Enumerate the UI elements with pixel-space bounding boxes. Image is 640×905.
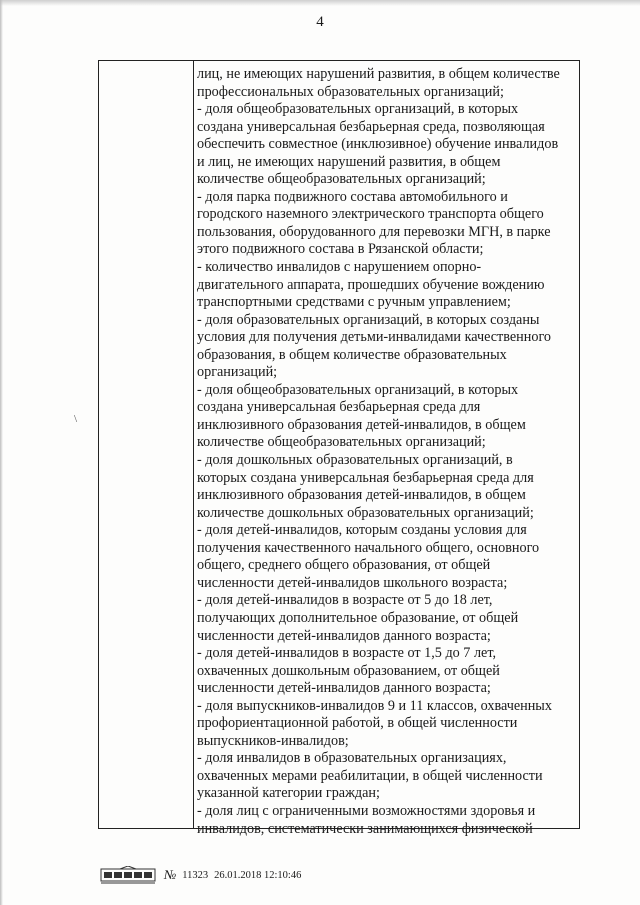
table-text-line: - доля общеобразовательных организаций, в которых	[197, 381, 519, 398]
table-text-line: и лиц, не имеющих нарушений развития, в общем	[197, 153, 501, 170]
table-text-line: лиц, не имеющих нарушений развития, в общем количестве	[197, 66, 560, 82]
table-text-line: получающих дополнительное образование, от общей	[197, 609, 519, 626]
table-text-line: городского наземного электрического транспорта общего	[197, 206, 544, 223]
table-text-line: этого подвижного состава в Рязанской области;	[197, 241, 484, 258]
table-text-line: количестве дошкольных образовательных организаций;	[197, 504, 534, 521]
table-text-line: численности детей-инвалидов школьного возраста;	[197, 574, 508, 591]
page-number: 4	[316, 14, 324, 30]
table-text-line: численности детей-инвалидов данного возраста;	[197, 680, 491, 697]
table-text-line: количестве общеобразовательных организаций;	[197, 171, 486, 188]
document-datetime: 26.01.2018 12:10:46	[214, 869, 302, 881]
table-text-line: - доля общеобразовательных организаций, в которых	[197, 101, 519, 118]
table-text-line: организаций;	[197, 364, 278, 381]
table-text-line: образования, в общем количестве образовательных	[197, 346, 507, 363]
content-table	[98, 60, 580, 837]
table-text-line: - доля дошкольных образовательных организаций, в	[197, 452, 513, 469]
table-text-line: численности детей-инвалидов данного возраста;	[197, 627, 491, 644]
table-text-line: количестве общеобразовательных организаций;	[197, 434, 486, 451]
table-text-line: инвалидов, систематически занимающихся физической	[197, 820, 533, 837]
table-text-line: общего, среднего общего образования, от общей	[197, 557, 491, 574]
table-text-line: выпускников-инвалидов;	[197, 732, 349, 749]
table-text-line: - доля лиц с ограниченными возможностями здоровья и	[197, 802, 536, 819]
scan-edge-top	[0, 0, 640, 6]
table-text-line: - доля детей-инвалидов в возрасте от 5 до 18 лет,	[197, 592, 493, 609]
table-text-line: получения качественного начального общего, основного	[197, 539, 540, 556]
table-text-line: - доля образовательных организаций, в которых созданы	[197, 311, 540, 328]
table-text-line: инклюзивного образования детей-инвалидов, в общем	[197, 487, 526, 504]
table-text-line: - доля детей-инвалидов в возрасте от 1,5 до 7 лет,	[197, 645, 496, 662]
table-text-line: - доля парка подвижного состава автомобильного и	[197, 188, 508, 205]
table-text-line: инклюзивного образования детей-инвалидов, в общем	[197, 416, 526, 433]
table-text-line: указанной категории граждан;	[197, 785, 380, 802]
table-cell-text	[197, 66, 577, 838]
document-footer	[100, 866, 301, 884]
table-text-line: охваченных дошкольным образованием, от общей	[197, 662, 500, 679]
table-text-line: условия для получения детьми-инвалидами качественного	[197, 329, 552, 346]
table-text-line: создана универсальная безбарьерная среда для	[197, 399, 481, 416]
table-text-line: пользования, оборудованного для перевозки МГН, в парке	[197, 223, 551, 240]
table-text-line: транспортными средствами с ручным управлением;	[197, 294, 511, 311]
table-text-line: обеспечить совместное (инклюзивное) обучение инвалидов	[197, 136, 559, 153]
table-text-line: двигательного аппарата, прошедших обучение вождению	[197, 276, 545, 293]
table-text-line: профориентационной работой, в общей численности	[197, 715, 518, 732]
table-text-line: создана универсальная безбарьерная среда, позволяющая	[197, 118, 545, 135]
table-text-line: - доля инвалидов в образовательных организациях,	[197, 750, 507, 767]
table-text-line: - количество инвалидов с нарушением опорно-	[197, 259, 482, 276]
table-text-line: которых создана универсальная безбарьерная среда для	[197, 469, 534, 486]
table-text-line: - доля выпускников-инвалидов 9 и 11 классов, охваченных	[197, 697, 552, 714]
scan-edge-left	[0, 0, 3, 905]
signature-mark: №	[164, 867, 177, 882]
margin-mark: \	[74, 413, 78, 425]
government-logo-icon	[100, 866, 156, 884]
document-number: 11323	[182, 869, 209, 881]
table-column-divider	[193, 61, 194, 828]
table-text-line: охваченных мерами реабилитации, в общей численности	[197, 767, 543, 784]
table-text-line: профессиональных образовательных организаций;	[197, 83, 504, 100]
table-text-line: - доля детей-инвалидов, которым созданы условия для	[197, 522, 527, 539]
